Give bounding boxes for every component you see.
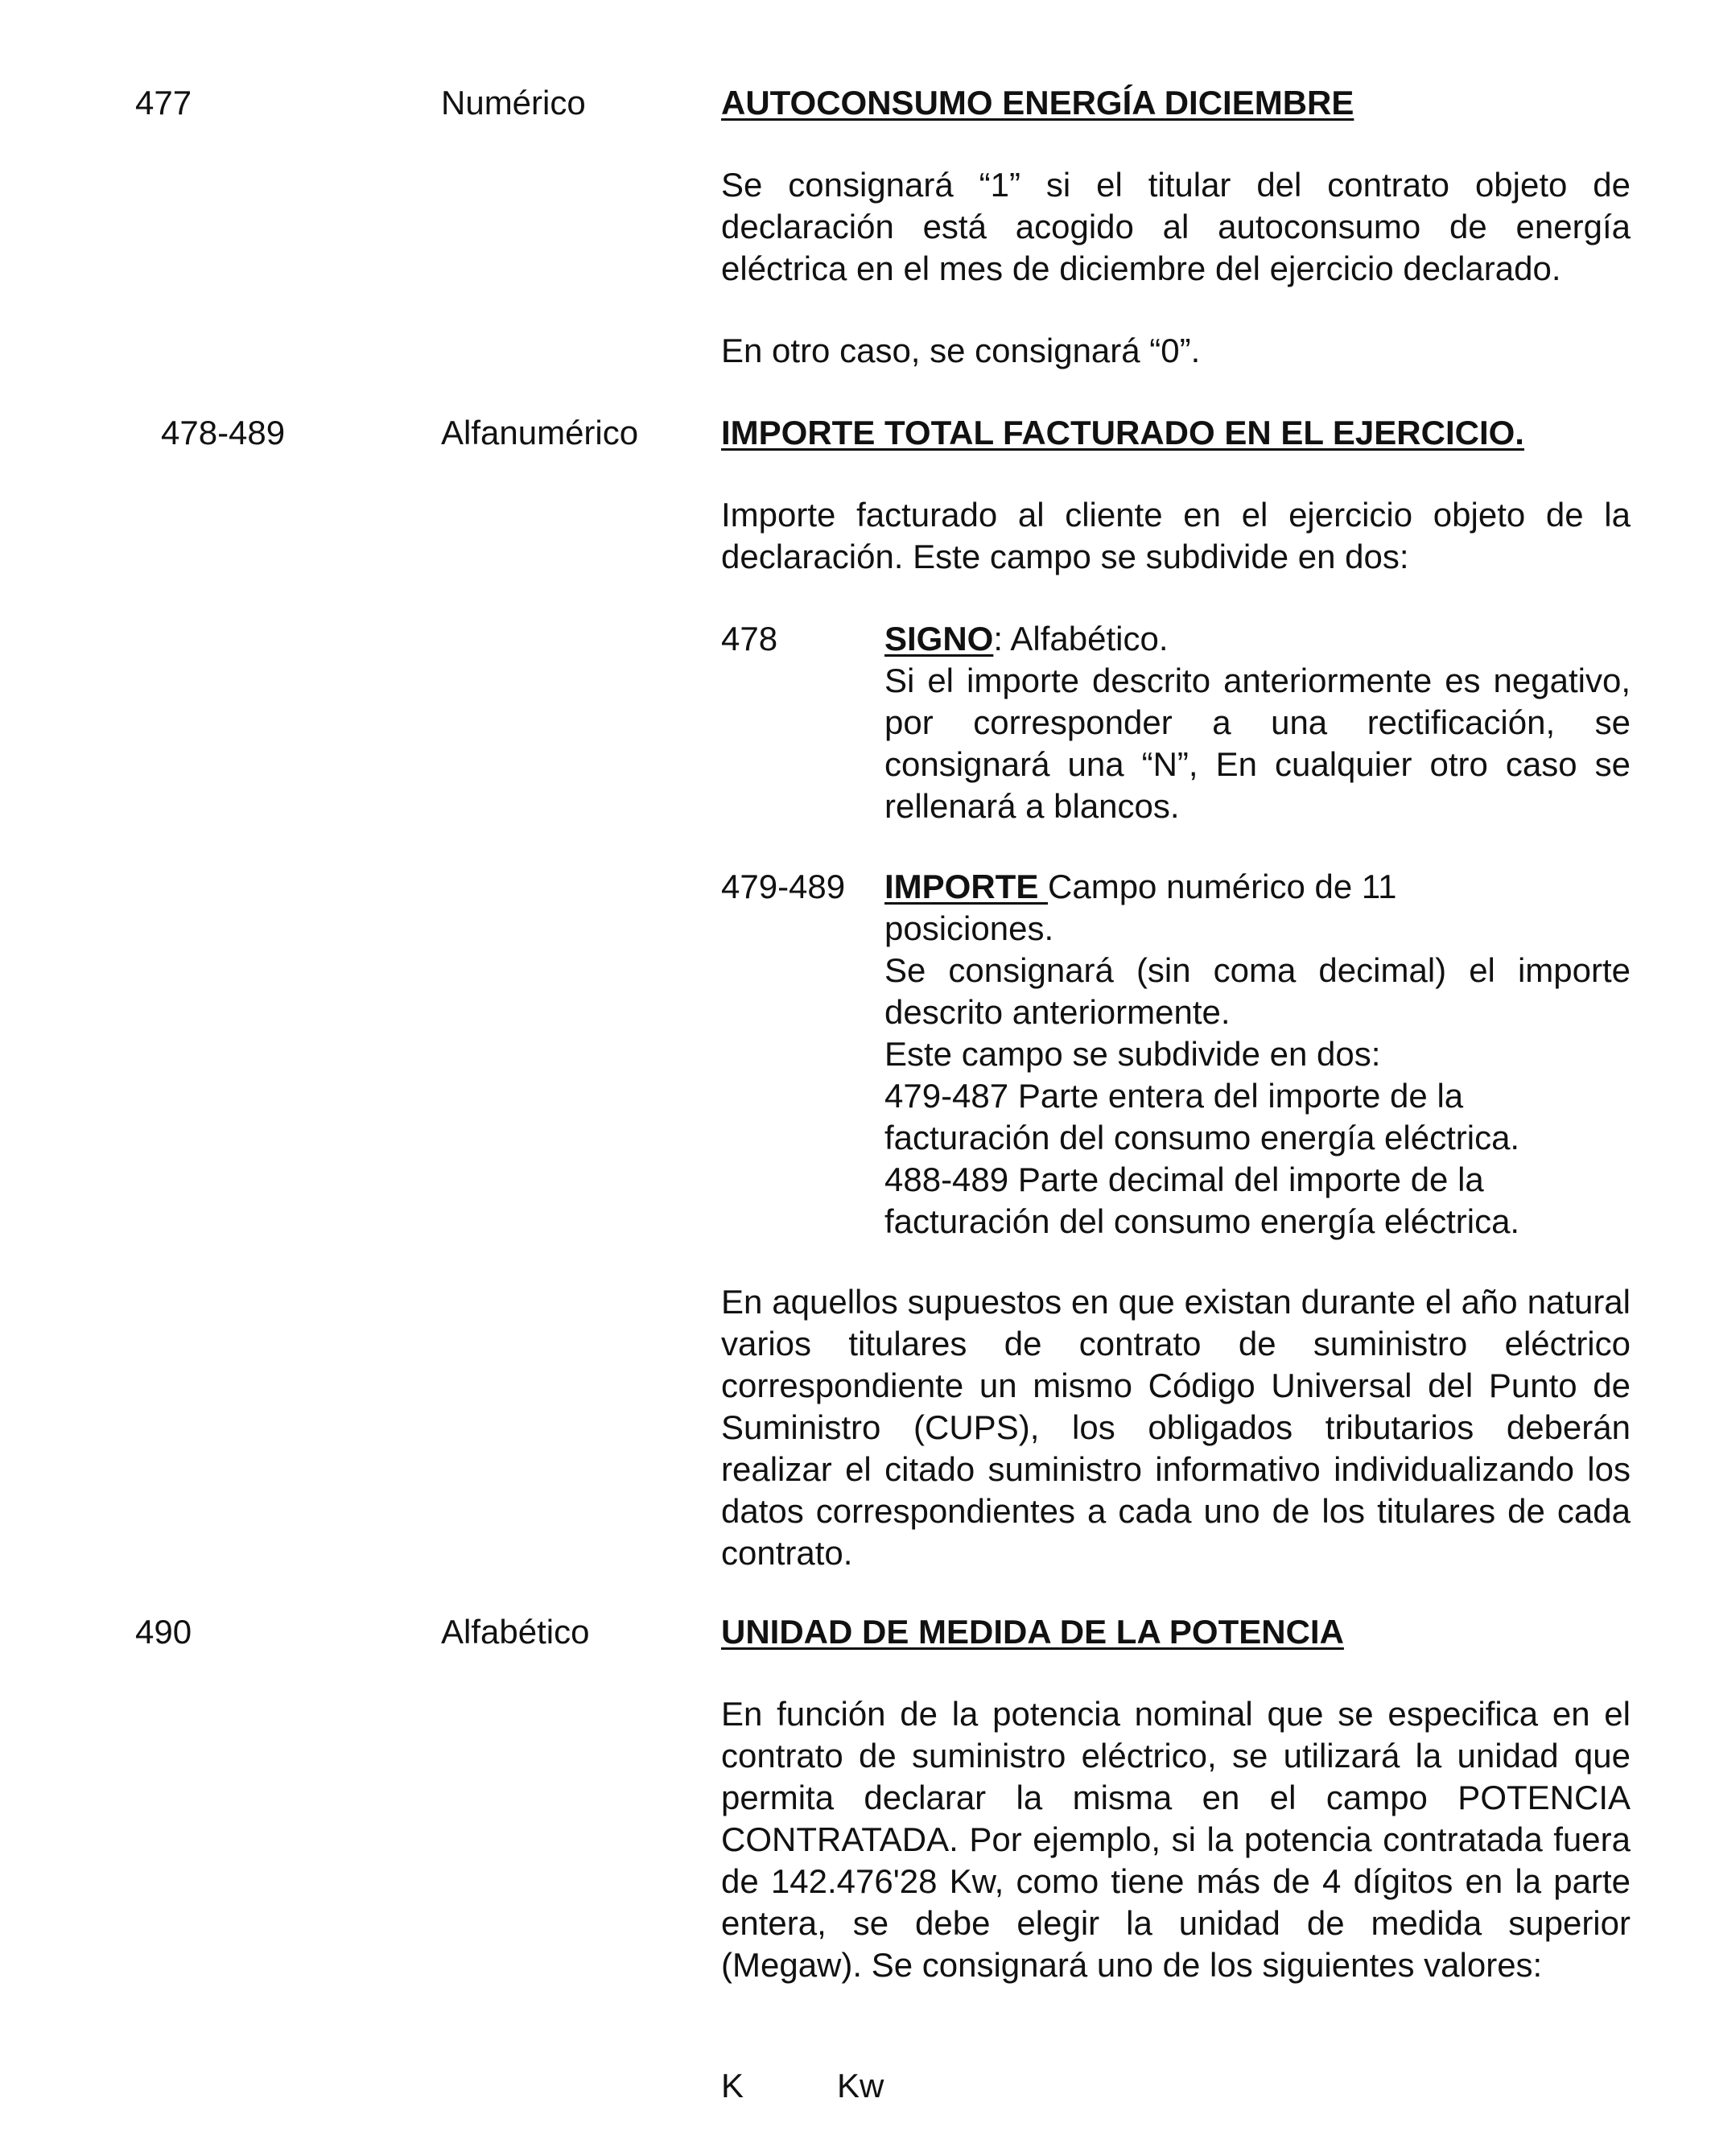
field-490-title: UNIDAD DE MEDIDA DE LA POTENCIA bbox=[721, 1613, 1344, 1651]
subfield-479-489-text: Se consignará (sin coma decimal) el importe descrito anteriormente. bbox=[884, 951, 1631, 1031]
subfield-479-489-keyword: IMPORTE bbox=[884, 868, 1049, 905]
field-477-position: 477 bbox=[135, 84, 192, 122]
field-490-type: Alfabético bbox=[441, 1613, 590, 1651]
field-477-type: Numérico bbox=[441, 84, 586, 122]
field-477-description: Se consignará “1” si el titular del contrato objeto de declaración está acogido al autoconsumo de energía eléctrica en el mes de diciembre del ejercicio declarado. bbox=[721, 166, 1631, 287]
subfield-479-489-body bbox=[884, 866, 1631, 1243]
subfield-478-text: Si el importe descrito anteriormente es negativo, por corresponder a una rectificación, se consignará una “N”, En cualquier otro caso se rellenará a blancos. bbox=[884, 662, 1631, 825]
field-478-489-intro: Importe facturado al cliente en el ejercicio objeto de la declaración. Este campo se subdivide en dos: bbox=[721, 496, 1631, 575]
part-488-489-position: 488-489 bbox=[884, 1160, 1009, 1198]
subfield-479-489-text2: Este campo se subdivide en dos: bbox=[884, 1035, 1381, 1073]
field-478-489-title: IMPORTE TOTAL FACTURADO EN EL EJERCICIO. bbox=[721, 414, 1524, 451]
subfield-479-489-position: 479-489 bbox=[721, 868, 846, 905]
part-488-489-text: Parte decimal del importe de la bbox=[1017, 1160, 1484, 1198]
subfield-478-body bbox=[884, 618, 1631, 827]
field-478-489-position: 478-489 bbox=[161, 414, 286, 451]
field-490-description: En función de la potencia nominal que se especifica en el contrato de suministro eléctrico, se utilizará la unidad que permita declarar la misma en el campo POTENCIA CONTRATADA. Por ejemplo, si la potencia contratada fuera de 142.476'28 Kw, como tiene más de 4 dígitos en la parte entera, se debe elegir la unidad de medida superior (Megaw). Se consignará uno de los siguientes valores: bbox=[721, 1695, 1631, 1984]
subfield-479-489-label bbox=[884, 866, 1631, 908]
field-490-position: 490 bbox=[135, 1613, 192, 1651]
part-479-487 bbox=[884, 1075, 1631, 1117]
subfield-478-label bbox=[884, 618, 1631, 660]
field-477-title: AUTOCONSUMO ENERGÍA DICIEMBRE bbox=[721, 84, 1354, 122]
part-488-489-cont: facturación del consumo energía eléctrica. bbox=[884, 1202, 1520, 1240]
subfield-479-489-label-cont: posiciones. bbox=[884, 909, 1054, 947]
subfield-478-keyword: SIGNO bbox=[884, 620, 994, 658]
unit-value-label: Kw bbox=[837, 2067, 884, 2104]
field-478-489-note: En aquellos supuestos en que existan durante el año natural varios titulares de contrato de suministro eléctrico correspondiente un mismo Código Universal del Punto de Suministro (CUPS), los obligados tributarios deberán realizar el citado suministro informativo individualizando los datos correspondientes a cada uno de los titulares de cada contrato. bbox=[721, 1283, 1631, 1572]
part-479-487-cont: facturación del consumo energía eléctrica. bbox=[884, 1119, 1520, 1156]
subfield-478-position: 478 bbox=[721, 620, 778, 658]
field-478-489-type: Alfanumérico bbox=[441, 414, 639, 451]
part-479-487-text: Parte entera del importe de la bbox=[1017, 1077, 1464, 1115]
part-488-489 bbox=[884, 1159, 1631, 1201]
field-477-otherwise: En otro caso, se consignará “0”. bbox=[721, 332, 1201, 369]
part-479-487-position: 479-487 bbox=[884, 1077, 1009, 1115]
unit-value-code: K bbox=[721, 2067, 744, 2104]
subfield-479-489-label-rest: Campo numérico de 11 bbox=[1048, 868, 1397, 905]
subfield-478-label-rest: : Alfabético. bbox=[993, 620, 1169, 658]
